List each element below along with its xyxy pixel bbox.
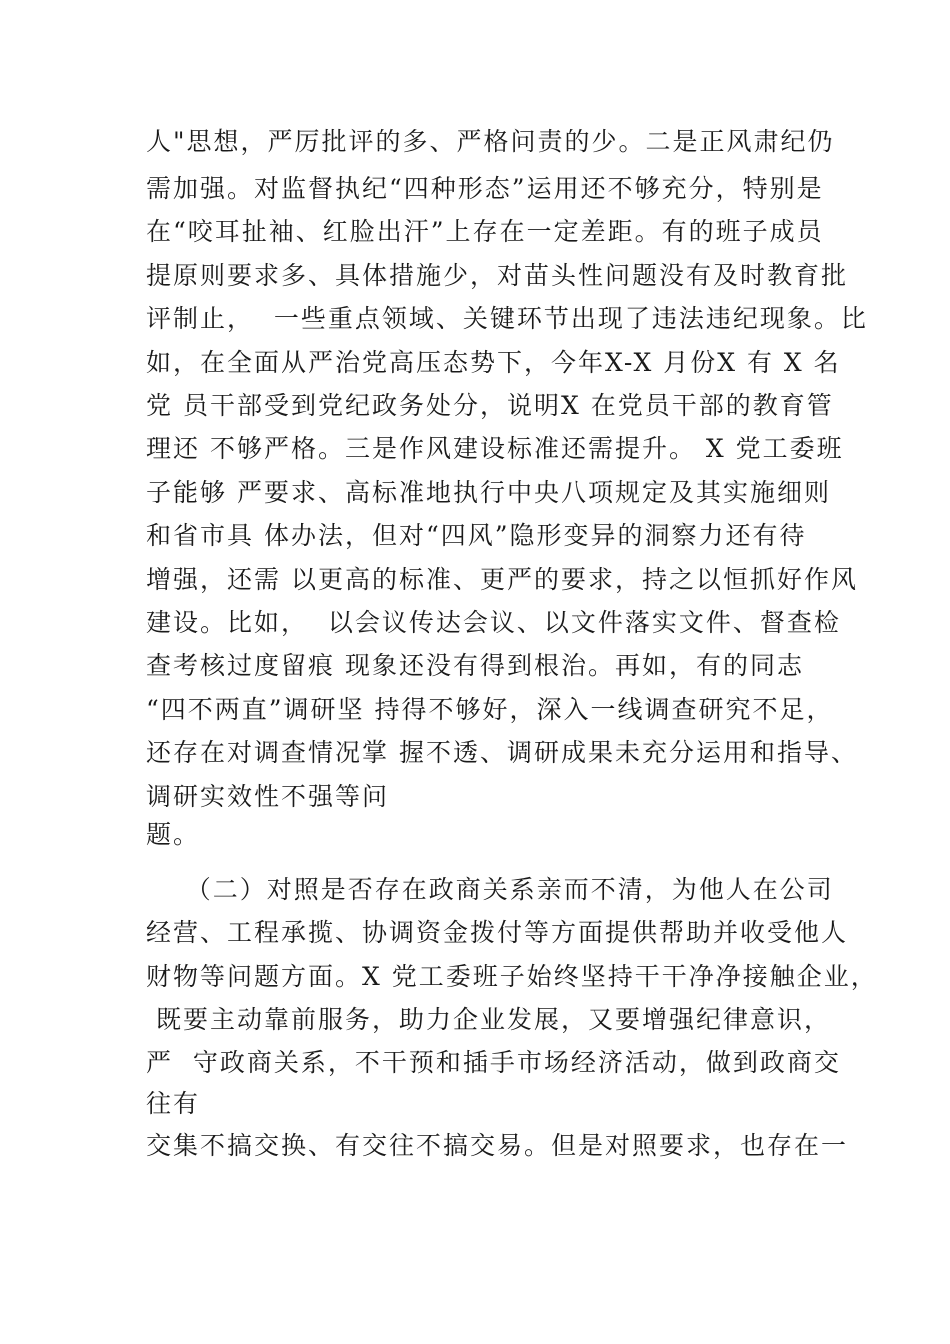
text-line: 在“咬耳扯袖、红脸出汗”上存在一定差距。有的班子成员 bbox=[146, 217, 824, 246]
text-line: “四不两直”调研坚 持得不够好，深入一线调查研究不足， bbox=[146, 695, 834, 724]
text-line: 和省市具 体办法，但对“四风”隐形变异的洞察力还有待 bbox=[146, 521, 807, 550]
text-line: 经营、工程承揽、协调资金拨付等方面提供帮助并收受他人 bbox=[146, 918, 849, 947]
text-line: 调研实效性不强等问 bbox=[146, 782, 390, 811]
text-line: 理还 不够严格。三是作风建设标准还需提升。 X 党工委班 bbox=[146, 434, 844, 463]
text-line: 评制止， 一些重点领域、关键环节出现了违法违纪现象。比 bbox=[146, 304, 868, 333]
text-line: 查考核过度留痕 现象还没有得到根治。再如，有的同志 bbox=[146, 651, 804, 680]
text-line: 严 守政商关系，不干预和插手市场经济活动，做到政商交 bbox=[146, 1048, 841, 1077]
text-line: 题。 bbox=[146, 820, 201, 849]
text-line: 人"思想，严厉批评的多、严格问责的少。二是正风肃纪仍 bbox=[146, 127, 835, 156]
text-line: 建设。比如， 以会议传达会议、以文件落实文件、督查检 bbox=[146, 608, 841, 637]
text-line: 财物等问题方面。X 党工委班子始终坚持干干净净接触企业， bbox=[146, 962, 878, 991]
text-line: 既要主动靠前服务，助力企业发展，又要增强纪律意识， bbox=[146, 1005, 831, 1034]
text-line: 交集不搞交换、有交往不搞交易。但是对照要求，也存在一 bbox=[146, 1131, 849, 1160]
text-line: 党 员干部受到党纪政务处分，说明X 在党员干部的教育管 bbox=[146, 391, 834, 420]
text-line: 需加强。对监督执纪“四种形态”运用还不够充分，特别是 bbox=[146, 174, 824, 203]
text-line: 往有 bbox=[146, 1089, 201, 1118]
text-line: 如，在全面从严治党高压态势下，今年X-X 月份X 有 X 名 bbox=[146, 348, 841, 377]
text-line: 子能够 严要求、高标准地执行中央八项规定及其实施细则 bbox=[146, 478, 831, 507]
text-line: 还存在对调查情况掌 握不透、调研成果未充分运用和指导、 bbox=[146, 738, 858, 767]
text-line: （二）对照是否存在政商关系亲而不清，为他人在公司 bbox=[146, 875, 834, 904]
text-line: 提原则要求多、具体措施少，对苗头性问题没有及时教育批 bbox=[146, 261, 849, 290]
text-line: 增强，还需 以更高的标准、更严的要求，持之以恒抓好作风 bbox=[146, 565, 858, 594]
